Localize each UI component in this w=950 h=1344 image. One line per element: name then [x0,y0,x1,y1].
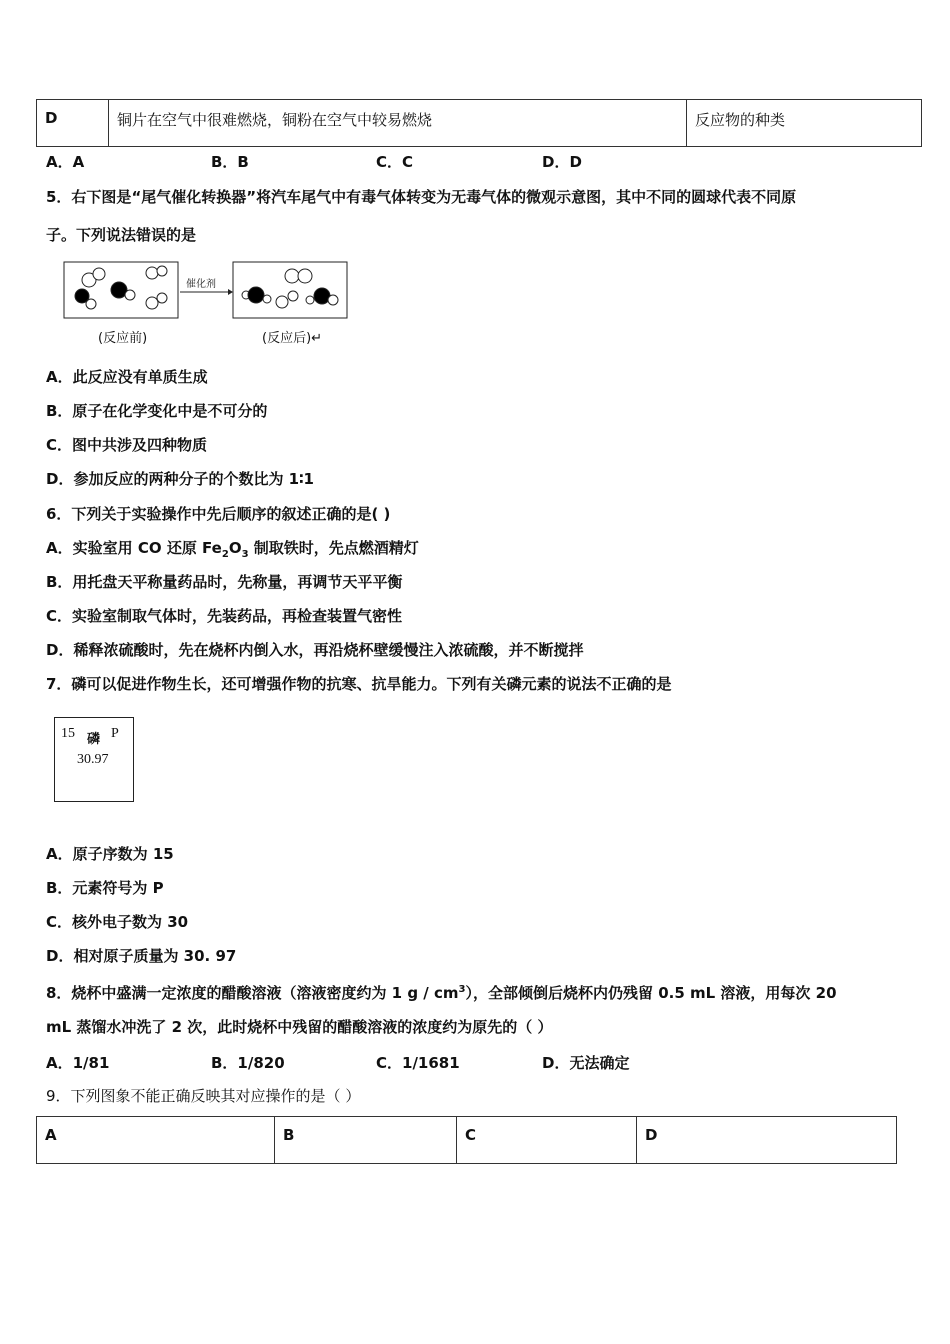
q8-option-d: D．无法确定 [542,1054,630,1072]
q5-option-a: A．此反应没有单质生成 [46,368,208,386]
q7-option-a: A．原子序数为 15 [46,845,174,863]
q6-option-d: D．稀释浓硫酸时，先在烧杯内倒入水，再沿烧杯壁缓慢注入浓硫酸，并不断搅拌 [46,641,584,659]
q5-stem-line1: 5．右下图是“尾气催化转换器”将汽车尾气中有毒气体转变为无毒气体的微观示意图，其中不同的圆球代表不同原 [46,188,797,206]
q5-stem-line2: 子。下列说法错误的是 [46,226,197,244]
q4-option-a: A．A [46,153,85,171]
top-table-phenomenon: 铜片在空气中很难燃烧，铜粉在空气中较易燃烧 [109,100,687,146]
element-number: 15 [61,726,75,741]
q9-stem: 9．下列图象不能正确反映其对应操作的是（ ） [46,1087,361,1105]
q7-option-c: C．核外电子数为 30 [46,913,189,931]
q4-option-d: D．D [542,153,582,171]
q6-option-a: A．实验室用 CO 还原 $Fe_2O_3$ 制取铁时，先点燃酒精灯 [46,539,419,560]
q8-stem-line2: mL 蒸馏水冲洗了 2 次，此时烧杯中残留的醋酸溶液的浓度约为原先的（ ） [46,1018,553,1036]
element-name: 磷 [87,731,101,746]
top-table-factor: 反应物的种类 [695,111,786,129]
q8-option-a: A．1/81 [46,1054,110,1072]
arrow-label: 催化剂 [186,279,216,290]
q5-option-b: B．原子在化学变化中是不可分的 [46,402,268,420]
q6-stem: 6．下列关于实验操作中先后顺序的叙述正确的是( ) [46,505,391,523]
reaction-arrow [180,277,233,295]
q4-option-c: C．C [376,153,414,171]
element-symbol: P [111,726,119,741]
q9-header-c: C [457,1117,637,1163]
caption-before: (反应前) [98,331,148,346]
q8-option-b: B．1/820 [211,1054,285,1072]
caption-after: (反应后)↵ [262,331,323,346]
q8-option-c: C．1/1681 [376,1054,460,1072]
q5-option-d: D．参加反应的两种分子的个数比为 1∶1 [46,470,314,488]
q6-option-c: C．实验室制取气体时，先装药品，再检查装置气密性 [46,607,403,625]
q8-stem-line1: 8．烧杯中盛满一定浓度的醋酸溶液（溶液密度约为 1 g / $cm^3$），全部倾倒后烧杯内仍残留 0.5 mL 溶液，用每次 20 [46,984,837,1002]
q9-header-a: A [37,1117,275,1163]
q7-option-b: B．元素符号为 P [46,879,164,897]
q4-option-b: B．B [211,153,249,171]
q9-table [36,1116,897,1164]
q9-header-d: D [645,1126,658,1144]
q6-option-b: B．用托盘天平称量药品时，先称量，再调节天平平衡 [46,573,403,591]
q7-option-d: D．相对原子质量为 30. 97 [46,947,237,965]
q9-header-b: B [275,1117,457,1163]
reaction-diagram [62,260,352,324]
top-table-label: D [37,100,109,146]
top-table [36,99,922,147]
element-mass: 30.97 [77,752,109,767]
q5-option-c: C．图中共涉及四种物质 [46,436,208,454]
element-card-phosphorus [54,717,134,802]
q7-stem: 7．磷可以促进作物生长，还可增强作物的抗寒、抗旱能力。下列有关磷元素的说法不正确的是 [46,675,672,693]
